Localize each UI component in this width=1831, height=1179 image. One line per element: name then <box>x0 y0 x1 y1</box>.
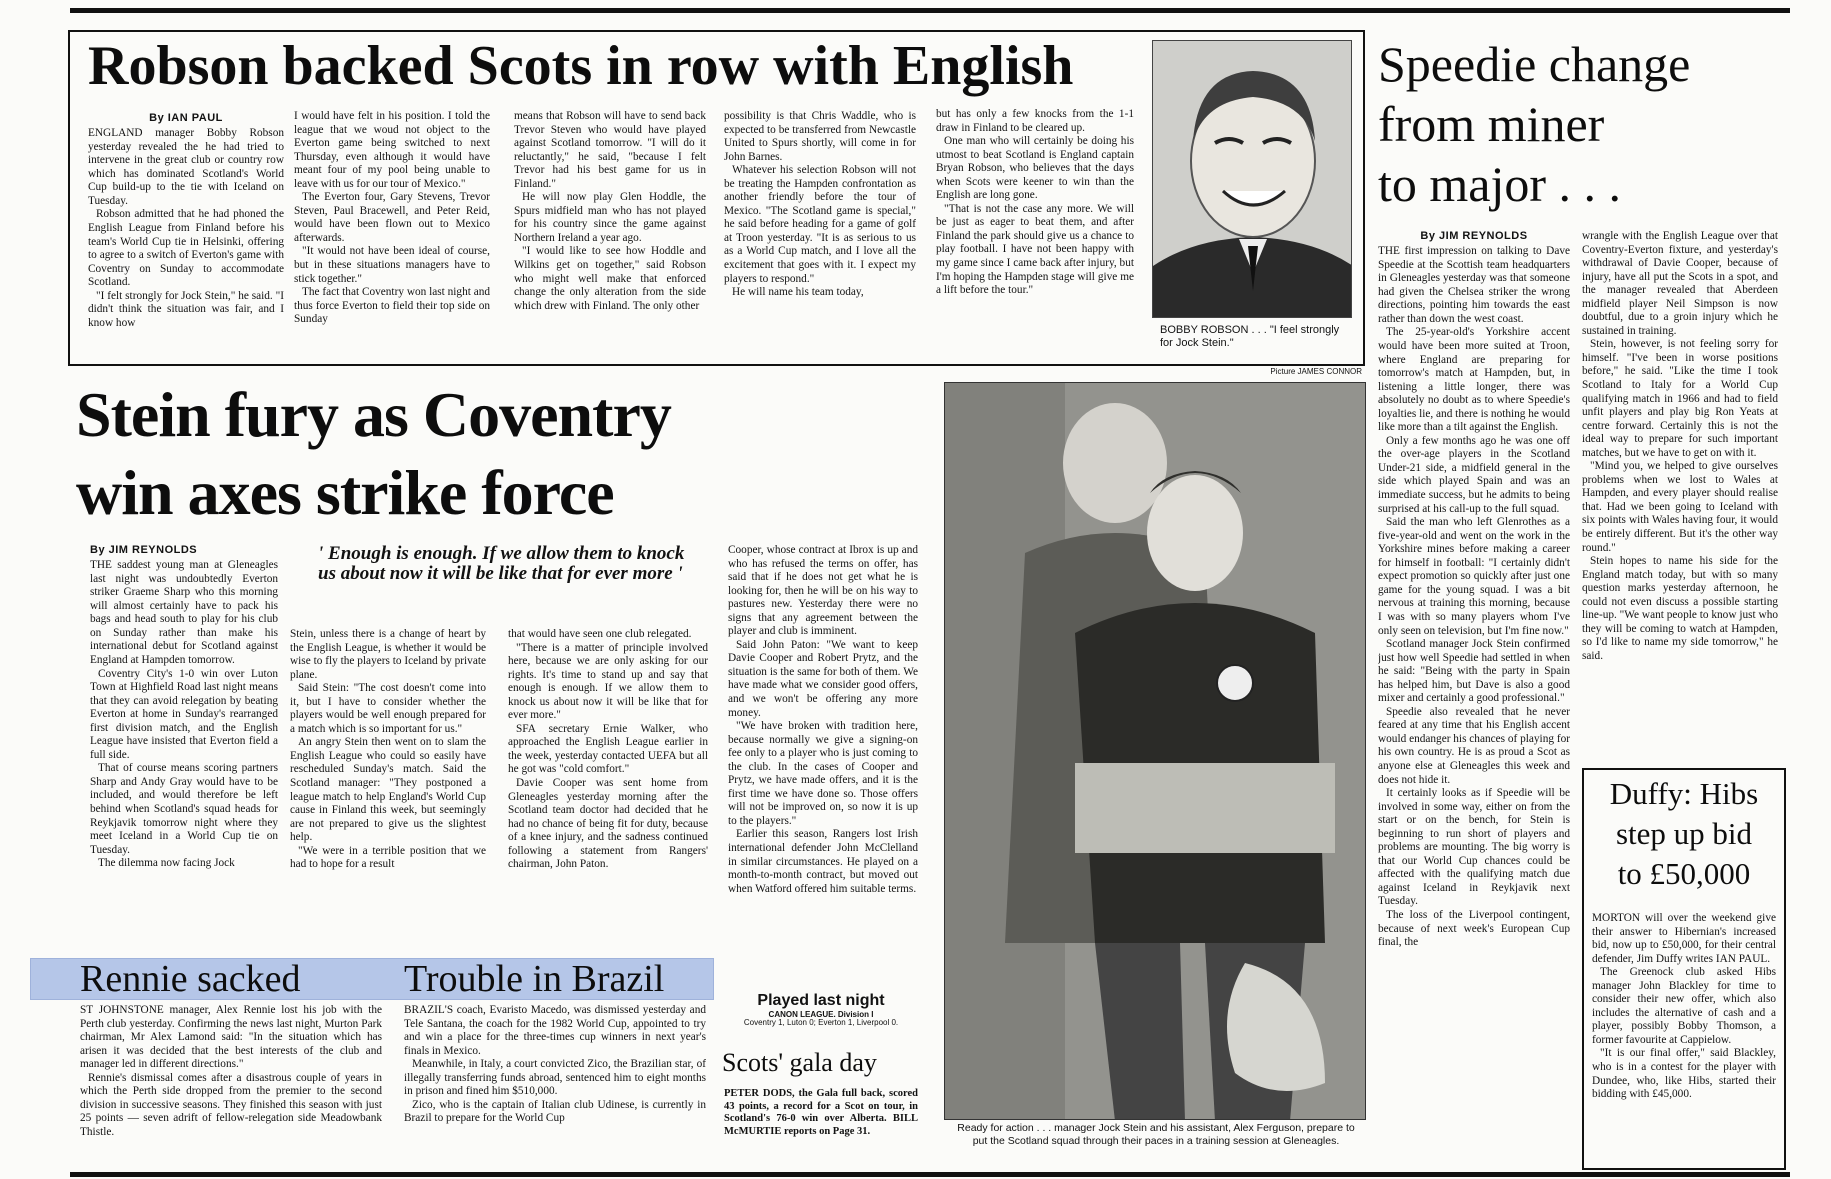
stein-photo-caption: Ready for action . . . manager Jock Stein and his assistant, Alex Ferguson, prepare to put the Scotland squad through their paces in a training session at Gleneagles. <box>957 1122 1355 1147</box>
paragraph: He will name his team today, <box>732 286 864 299</box>
paragraph: Only a few months ago he was one off the over-age players in the Scotland Under-21 side, a midfield general in the side which played Spain and was an immediate success, but he admits to being surprised at his call-up to the full squad. <box>1378 434 1570 515</box>
paragraph: Meanwhile, in Italy, a court convicted Zico, the Brazilian star, of illegally transferring funds abroad, sentenced him to eight months in prison and fined him $510,000. <box>404 1058 706 1098</box>
robson-column-3 <box>514 110 706 362</box>
paragraph: Coventry City's 1-0 win over Luton Town at Highfield Road last night means that they can avoid relegation by beating Everton at home in Sunday's rearranged first division match, and the English League have insisted that Everton field a full side. <box>90 667 278 761</box>
scots-gala-day-text: PETER DODS, the Gala full back, scored 43 points, a record for a Scot on tour, in Scotland's 76-0 win over Alberta. BILL McMURTIE reports on Page 31. <box>724 1088 918 1137</box>
paragraph: Whatever his selection Robson will not be treating the Hampden confrontation as another friendly before the tour of Mexico. "The Scotland game is special," he said before heading for a game of golf at Troon yesterday. "It is as serious to us as a World Cup match, and I love all the excitement that goes with it. I expect my players to respond." <box>724 164 916 285</box>
paragraph: "It is our final offer," said Blackley, who is in a contest for the player with Dundee, who, like Hibs, started their bidding with £45,000. <box>1592 1047 1776 1101</box>
paragraph: ENGLAND manager Bobby Robson yesterday revealed the he had tried to intervene in the great club or country row which has dominated Scotland's World Cup build-up to the tie with Iceland on Tuesday. <box>88 127 284 207</box>
paragraph: One man who will certainly be doing his utmost to beat Scotland is England captain Bryan Robson, who believes that the days when Scots were keener to win than the English are long gone. <box>936 135 1134 202</box>
robson-photo-caption: BOBBY ROBSON . . . "I feel strongly for Jock Stein." <box>1160 324 1340 350</box>
paragraph: Zico, who is the captain of Italian club Udinese, is currently in Brazil to prepare for the World Cup <box>404 1098 706 1125</box>
stein-column-3 <box>508 628 708 958</box>
bottom-rule <box>70 1172 1790 1177</box>
paragraph: Said John Paton: "We want to keep Davie Cooper and Robert Prytz, and the situation is the same for both of them. We have made what we consider good offers, and we won't be offering any more money. <box>728 638 918 719</box>
stein-column-2 <box>290 628 486 948</box>
speedie-headline-line: Speedie change <box>1378 36 1691 92</box>
duffy-body <box>1592 912 1776 1164</box>
paragraph: "We were in a terrible position that we had to hope for a result <box>290 844 486 871</box>
paragraph: Said the man who left Glenrothes as a five-year-old and went on the work in the Yorkshire mines before making a career for himself in football: "I certainly didn't expect promotion so quickly after just one game for the young squad. I was a bit nervous at training this morning, because I was with so many players whom I've only seen on television, but I'm fine now." <box>1378 516 1570 637</box>
duffy-headline-line: Duffy: Hibs <box>1609 776 1759 811</box>
paragraph: Cooper, whose contract at Ibrox is up and who has refused the terms on offer, has said that if he does not get what he is looking for, then he will be on his way to pastures new. Yesterday there were no signs that any agreement between the player and club is imminent. <box>728 544 918 638</box>
paragraph: Scotland manager Jock Stein confirmed just how well Speedie had settled in when he said: "Being with the party in Spain has helped him, but Dave is also a good mixer and certainly a good professional." <box>1378 638 1570 705</box>
paragraph: An angry Stein then went on to slam the English League who could so easily have rescheduled Sunday's match. Said the Scotland manager: "They postponed a league match to help England's World Cup cause in Finland this week, but seemingly are not prepared to give us the slightest help. <box>290 736 486 844</box>
paragraph: Said Stein: "The cost doesn't come into it, but I have to consider whether the players would be well enough prepared for a match which is so important for us." <box>290 682 486 735</box>
stein-column-1 <box>90 544 278 948</box>
trouble-in-brazil-body <box>404 1004 706 1174</box>
robson-headline: Robson backed Scots in row with English <box>88 35 1074 97</box>
stein-headline-line: Stein fury as Coventry <box>76 379 671 450</box>
scots-gala-day-title: Scots' gala day <box>722 1048 877 1077</box>
paragraph: The 25-year-old's Yorkshire accent would have been more suited at Troon, where England are preparing for tomorrow's match at Hampden, but, in listening a little longer, there was absolutely no doubt as to where Speedie's loyalties lie, and there is nothing he would like more than a tilt against the English. <box>1378 326 1570 434</box>
speedie-headline-line: from miner <box>1378 96 1605 152</box>
robson-column-5 <box>936 108 1134 362</box>
robson-photo-credit: Picture JAMES CONNOR <box>1270 367 1362 376</box>
duffy-headline-line: step up bid <box>1615 816 1753 851</box>
rennie-sacked-body <box>80 1004 382 1174</box>
paragraph: Davie Cooper was sent home from Gleneagles yesterday morning after the Scotland team doctor had decided that he had no chance of being fit for duty, because of a knee injury, and the sadness continued following a statement from Rangers' chairman, John Paton. <box>508 777 708 871</box>
played-last-night-title: Played last night <box>757 992 885 1009</box>
paragraph: SFA secretary Ernie Walker, who approached the English League earlier in the week, yesterday contacted UEFA but all he got was "cold comfort." <box>508 722 708 776</box>
bobby-robson-photo <box>1152 40 1352 318</box>
played-result: Coventry 1, Luton 0; Everton 1, Liverpool 0. <box>743 1018 899 1027</box>
robson-column-1 <box>88 112 284 362</box>
trouble-in-brazil-title: Trouble in Brazil <box>404 958 665 1000</box>
paragraph: I would have felt in his position. I told the league that we woud not object to the Everton game being switched to next Thursday, even although it would have meant four of my pool being unable to leave with us for our tour of Mexico." <box>294 110 490 190</box>
paragraph: He will now play Glen Hoddle, the Spurs midfield man who has not played for his country since the game against Northern Ireland a year ago. <box>514 191 706 244</box>
stein-headline <box>76 376 936 532</box>
paragraph: "It would not have been ideal of course, but in these situations managers have to stick together." <box>294 245 490 285</box>
paragraph: "Mind you, we helped to give ourselves problems when we lost to Wales at Hampden, and every player should realise that. Had we been going to Iceland with six points with Wales having four, it would be entirely different. But it's the other way round." <box>1582 460 1778 554</box>
robson-column-4 <box>724 110 916 362</box>
paragraph: means that Robson will have to send back Trevor Steven who would have played against Scotland tomorrow. "I will do it reluctantly," he said, "because I felt Trevor had his best game for us in Finland." <box>514 110 706 190</box>
paragraph: THE first impression on talking to Dave Speedie at the Scottish team headquarters in Gleneagles yesterday was that someone had given the Chelsea striker the wrong directions, pointing him towards the east rather than down the west coast. <box>1378 245 1570 325</box>
paragraph: It certainly looks as if Speedie will be involved in some way, either on from the start or on the bench, for Stein is beginning to run short of players and problems are mounting. The big worry is that our World Cup chances could be affected with the qualifying match due against Iceland in Reykjavik next Tuesday. <box>1378 787 1570 908</box>
speedie-column-2 <box>1582 230 1778 760</box>
top-rule <box>70 8 1790 13</box>
paragraph: Stein, however, is not feeling sorry for himself. "I've been in worse positions before," he said. "Like the time I took Scotland to Italy for a World Cup qualifying match in 1966 and had to field unfit players and play big Ron Yeats at centre forward. Certainly this is not the ideal way to prepare for such important matches, but we have to get on with it. <box>1582 338 1778 459</box>
stein-pullquote: ' Enough is enough. If we allow them to knock us about now it will be like that for ever more ' <box>318 543 685 584</box>
paragraph: The loss of the Liverpool contingent, because of next week's European Cup final, the <box>1378 908 1570 949</box>
paragraph: possibility is that Chris Waddle, who is expected to be transferred from Newcastle United to Spurs shortly, will come in for John Barnes. <box>724 110 916 163</box>
played-last-night-box <box>722 992 920 1042</box>
stein-headline-line: win axes strike force <box>76 457 614 528</box>
paragraph: "We have broken with tradition here, because normally we give a signing-on fee only to a player who is just coming to the club. In the cases of Cooper and Prytz, we have made offers, and it is the first time we have done so. Those offers will not be improved on, so now it is up to the players." <box>728 720 918 827</box>
paragraph: That of course means scoring partners Sharp and Andy Gray would have to be included, and would therefore be left behind when Scotland's squad heads for Reykjavik tomorrow night where they meet Iceland in a World Cup tie on Tuesday. <box>90 762 278 856</box>
paragraph: The Greenock club asked Hibs manager John Blackley for time to consider their new offer, which also includes the alternative of cash and a player, possibly Bobby Thomson, a former favourite at Cappielow. <box>1592 966 1776 1046</box>
speedie-column-1 <box>1378 230 1570 1175</box>
paragraph: Robson admitted that he had phoned the English League from Finland before his team's World Cup tie in Helsinki, offering to agree to a switch of Everton's game with Coventry on Sunday to accommodate Scotland. <box>88 208 284 289</box>
paragraph: Stein hopes to name his side for the England match today, but with so many question marks yesterday afternoon, he could not even discuss a possible starting line-up. "We want people to know just who they will be coming to watch at Hampden, so I'd like to name my side tomorrow," he said. <box>1582 555 1778 662</box>
paragraph: The dilemma now facing Jock <box>98 857 235 870</box>
paragraph: "That is not the case any more. We will be just as eager to beat them, and after Finland the park should give us a chance to play football. I have not been happy with my game since I came back after injury, but I'm hoping the Hampden stage will give me a lift before the tour." <box>936 202 1134 297</box>
paragraph: Earlier this season, Rangers lost Irish international defender John McClelland in similar circumstances. He played on a month-to-month contract, but moved out when Watford offered him suitable terms. <box>728 828 918 895</box>
rennie-sacked-title: Rennie sacked <box>80 958 301 1000</box>
paragraph: Stein, unless there is a change of heart by the English League, is whether it would be wise to fly the players to Iceland by private plane. <box>290 628 486 681</box>
paragraph: THE saddest young man at Gleneagles last night was undoubtedly Everton striker Graeme Sharp who this morning will almost certainly have to pack his bags and head south to play for his club on Sunday rather than make his international debut for Scotland against England at Hampden tomorrow. <box>90 559 278 667</box>
stein-column-4 <box>728 544 918 989</box>
duffy-headline-line: to £50,000 <box>1617 856 1751 891</box>
stein-byline: By JIM REYNOLDS <box>90 544 198 556</box>
paragraph: "There is a matter of principle involved here, because we are only asking for our rights. It's time to stand up and say that enough is enough. If we allow them to knock us about now it will be like that for ever more." <box>508 641 708 722</box>
stein-ferguson-photo <box>944 382 1366 1120</box>
paragraph: ST JOHNSTONE manager, Alex Rennie lost his job with the Perth club yesterday. Confirming the news last night, Murton Park chairman, Mr Alex Lamond said: "In the situation which has arisen it was decided that the best interests of the club and manager led in different directions." <box>80 1004 382 1071</box>
speedie-headline-line: to major . . . <box>1378 156 1622 212</box>
paragraph: The fact that Coventry won last night and thus force Everton to field their top side on Sunday <box>294 286 490 326</box>
robson-byline: By IAN PAUL <box>149 112 223 124</box>
robson-column-2 <box>294 110 490 362</box>
paragraph: that would have seen one club relegated. <box>508 628 692 640</box>
paragraph: The Everton four, Gary Stevens, Trevor Steven, Paul Bracewell, and Peter Reid, would have been flown out to Mexico afterwards. <box>294 191 490 244</box>
paragraph: "I felt strongly for Jock Stein," he said. "I didn't think the situation was fair, and I know how <box>88 289 284 329</box>
paragraph: but has only a few knocks from the 1-1 draw in Finland to be cleared up. <box>936 108 1134 134</box>
paragraph: Speedie also revealed that he never feared at any time that his English accent would endanger his chances of playing for his own country. He is as proud a Scot as anyone else at Gleneagles this week and does not hide it. <box>1378 705 1570 786</box>
paragraph: MORTON will over the weekend give their answer to Hibernian's increased bid, now up to £50,000, for their central defender, Jim Duffy writes IAN PAUL. <box>1592 912 1776 965</box>
played-league: CANON LEAGUE. Division I <box>768 1010 874 1019</box>
speedie-byline: By JIM REYNOLDS <box>1420 230 1528 242</box>
duffy-headline <box>1586 774 1782 894</box>
paragraph: "I would like to see how Hoddle and Wilkins get on together," said Robson who might well make that enforced change the only alteration from the side which drew with Finland. The only other <box>514 245 706 312</box>
speedie-headline <box>1378 34 1818 214</box>
paragraph: wrangle with the English League over that Coventry-Everton fixture, and yesterday's withdrawal of Davie Cooper, because of injury, have all put the Scots in a spot, and the manager revealed that Aberdeen midfield player Neil Simpson is now doubtful, due to a groin injury which he sustained in training. <box>1582 230 1778 337</box>
paragraph: BRAZIL'S coach, Evaristo Macedo, was dismissed yesterday and Tele Santana, the coach for the 1982 World Cup, appointed to try and win a place for the three-times cup winners in next year's finals in Mexico. <box>404 1004 706 1057</box>
paragraph: Rennie's dismissal comes after a disastrous couple of years in which the Perth side dropped from the premier to the second division in successive seasons. They finished this season with just 25 points — seven adrift of fellow-relegation side Meadowbank Thistle. <box>80 1071 382 1138</box>
